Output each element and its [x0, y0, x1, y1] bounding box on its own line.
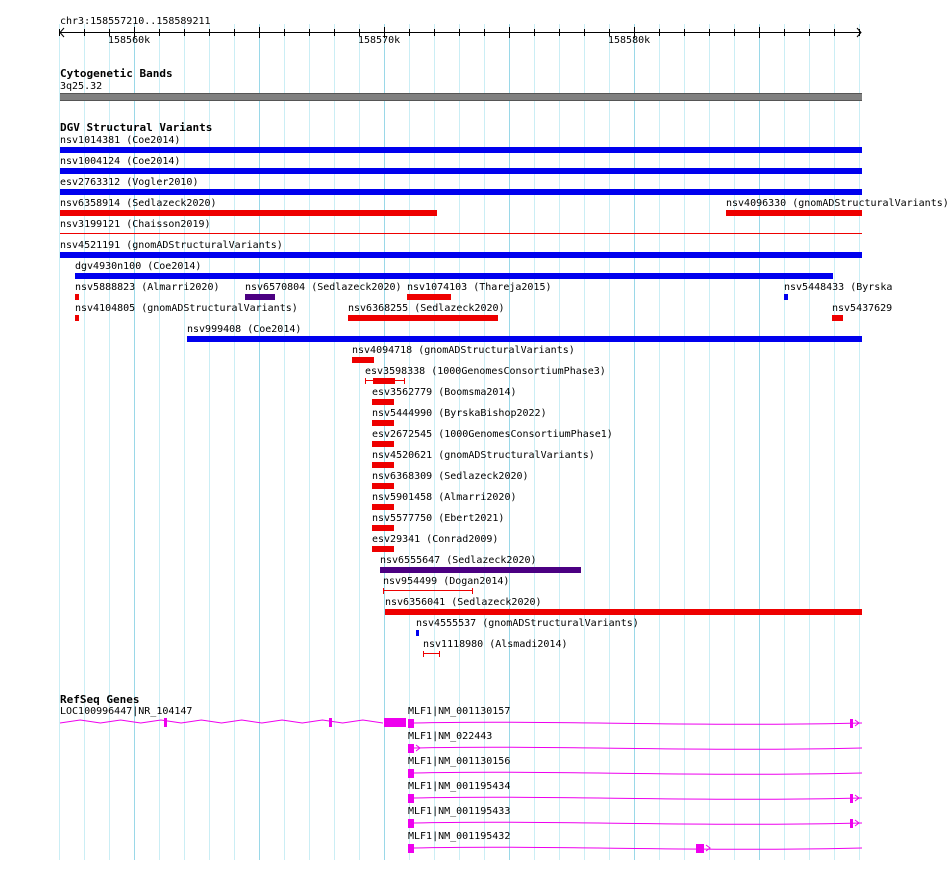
sv-label: esv3562779 (Boomsma2014)	[372, 387, 517, 398]
gene-exon	[329, 718, 332, 727]
sv-feature[interactable]	[372, 525, 394, 531]
sv-feature[interactable]	[60, 147, 862, 153]
gene-label: MLF1|NM_001130157	[408, 706, 511, 717]
sv-label: esv2672545 (1000GenomesConsortiumPhase1)	[372, 429, 613, 440]
sv-feature[interactable]	[726, 210, 862, 216]
cytoband-track-title: Cytogenetic Bands	[60, 67, 173, 80]
sv-label: nsv4094718 (gnomADStructuralVariants)	[352, 345, 575, 356]
gene-label: MLF1|NM_001130156	[408, 756, 511, 767]
gene-label: MLF1|NM_001195434	[408, 781, 511, 792]
gene-intron	[414, 797, 862, 799]
cytoband-label: 3q25.32	[60, 81, 103, 92]
sv-label: nsv3199121 (Chaisson2019)	[60, 219, 211, 230]
gene-exon	[850, 794, 853, 803]
sv-feature[interactable]	[372, 399, 394, 405]
sv-feature[interactable]	[407, 294, 451, 300]
gene-exon	[408, 719, 414, 728]
sv-label: esv29341 (Conrad2009)	[372, 534, 499, 545]
sv-label: nsv5437629	[832, 303, 893, 314]
gene-intron	[60, 720, 383, 723]
gene-intron	[414, 822, 862, 824]
sv-label: nsv1014381 (Coe2014)	[60, 135, 181, 146]
sv-label: nsv5577750 (Ebert2021)	[372, 513, 505, 524]
gene-label: MLF1|NM_001195432	[408, 831, 511, 842]
sv-feature[interactable]	[75, 294, 79, 300]
sv-feature[interactable]	[60, 189, 862, 195]
dgv-track-title: DGV Structural Variants	[60, 121, 213, 134]
sv-feature[interactable]	[784, 294, 788, 300]
gene-exon	[164, 718, 167, 727]
sv-feature[interactable]	[348, 315, 498, 321]
gene-exon	[850, 719, 853, 728]
sv-label: nsv6368309 (Sedlazeck2020)	[372, 471, 529, 482]
ruler-tick-label: 158560k	[108, 35, 151, 46]
gene-label: MLF1|NM_022443	[408, 731, 493, 742]
sv-label: nsv999408 (Coe2014)	[187, 324, 302, 335]
sv-label: esv2763312 (Vogler2010)	[60, 177, 199, 188]
sv-label: nsv1074103 (Thareja2015)	[407, 282, 552, 293]
sv-label: nsv4521191 (gnomADStructuralVariants)	[60, 240, 283, 251]
sv-label: nsv6555647 (Sedlazeck2020)	[380, 555, 537, 566]
sv-label: nsv4096330 (gnomADStructuralVariants)	[726, 198, 949, 209]
sv-feature[interactable]	[832, 315, 843, 321]
sv-label: nsv6356041 (Sedlazeck2020)	[385, 597, 542, 608]
sv-feature[interactable]	[365, 378, 405, 384]
gene-exon	[408, 844, 414, 853]
ruler-tick-label: 158580k	[608, 35, 651, 46]
sv-label: nsv6570804 (Sedlazeck2020)	[245, 282, 402, 293]
gene-intron	[414, 747, 862, 749]
sv-label: nsv5888823 (Almarri2020)	[75, 282, 220, 293]
gene-intron	[414, 772, 862, 774]
sv-feature[interactable]	[372, 483, 394, 489]
sv-feature[interactable]	[60, 168, 862, 174]
region-label: chr3:158557210..158589211	[60, 16, 211, 27]
sv-label: nsv954499 (Dogan2014)	[383, 576, 510, 587]
sv-feature[interactable]	[372, 546, 394, 552]
sv-label: nsv1004124 (Coe2014)	[60, 156, 181, 167]
sv-feature[interactable]	[60, 233, 862, 234]
refseq-gene-models[interactable]	[0, 700, 890, 880]
sv-label: nsv4555537 (gnomADStructuralVariants)	[416, 618, 639, 629]
ruler-tick-label: 158570k	[358, 35, 401, 46]
sv-feature[interactable]	[372, 504, 394, 510]
sv-label: nsv4104805 (gnomADStructuralVariants)	[75, 303, 298, 314]
sv-feature[interactable]	[245, 294, 275, 300]
sv-feature[interactable]	[187, 336, 862, 342]
sv-label: dgv4930n100 (Coe2014)	[75, 261, 202, 272]
cytoband-bar[interactable]	[60, 93, 862, 101]
sv-feature[interactable]	[380, 567, 581, 573]
strand-arrow	[706, 845, 710, 851]
gene-label: LOC100996447|NR_104147	[60, 706, 193, 717]
sv-feature[interactable]	[352, 357, 374, 363]
sv-label: esv3598338 (1000GenomesConsortiumPhase3)	[365, 366, 606, 377]
gene-label: MLF1|NM_001195433	[408, 806, 511, 817]
sv-feature[interactable]	[423, 651, 440, 657]
gene-exon	[850, 819, 853, 828]
gene-exon	[408, 769, 414, 778]
sv-feature[interactable]	[372, 441, 394, 447]
gene-intron	[414, 722, 862, 724]
sv-label: nsv5901458 (Almarri2020)	[372, 492, 517, 503]
gene-exon	[408, 794, 414, 803]
gene-intron	[414, 847, 862, 849]
gene-exon	[384, 718, 406, 727]
gene-exon	[408, 744, 414, 753]
sv-label: nsv6358914 (Sedlazeck2020)	[60, 198, 217, 209]
sv-label: nsv6368255 (Sedlazeck2020)	[348, 303, 505, 314]
sv-feature[interactable]	[60, 252, 862, 258]
gene-exon	[696, 844, 704, 853]
sv-label: nsv1118980 (Alsmadi2014)	[423, 639, 568, 650]
sv-label: nsv4520621 (gnomADStructuralVariants)	[372, 450, 595, 461]
sv-feature[interactable]	[60, 210, 437, 216]
sv-feature[interactable]	[75, 315, 79, 321]
sv-feature[interactable]	[75, 273, 833, 279]
sv-feature[interactable]	[372, 420, 394, 426]
sv-feature[interactable]	[416, 630, 419, 636]
sv-feature[interactable]	[383, 588, 473, 594]
gene-exon	[408, 819, 414, 828]
sv-feature[interactable]	[372, 462, 394, 468]
sv-label: nsv5444990 (ByrskaBishop2022)	[372, 408, 547, 419]
refseq-track-title: RefSeq Genes	[60, 693, 140, 706]
sv-label: nsv5448433 (Byrska	[784, 282, 893, 293]
sv-feature[interactable]	[385, 609, 862, 615]
